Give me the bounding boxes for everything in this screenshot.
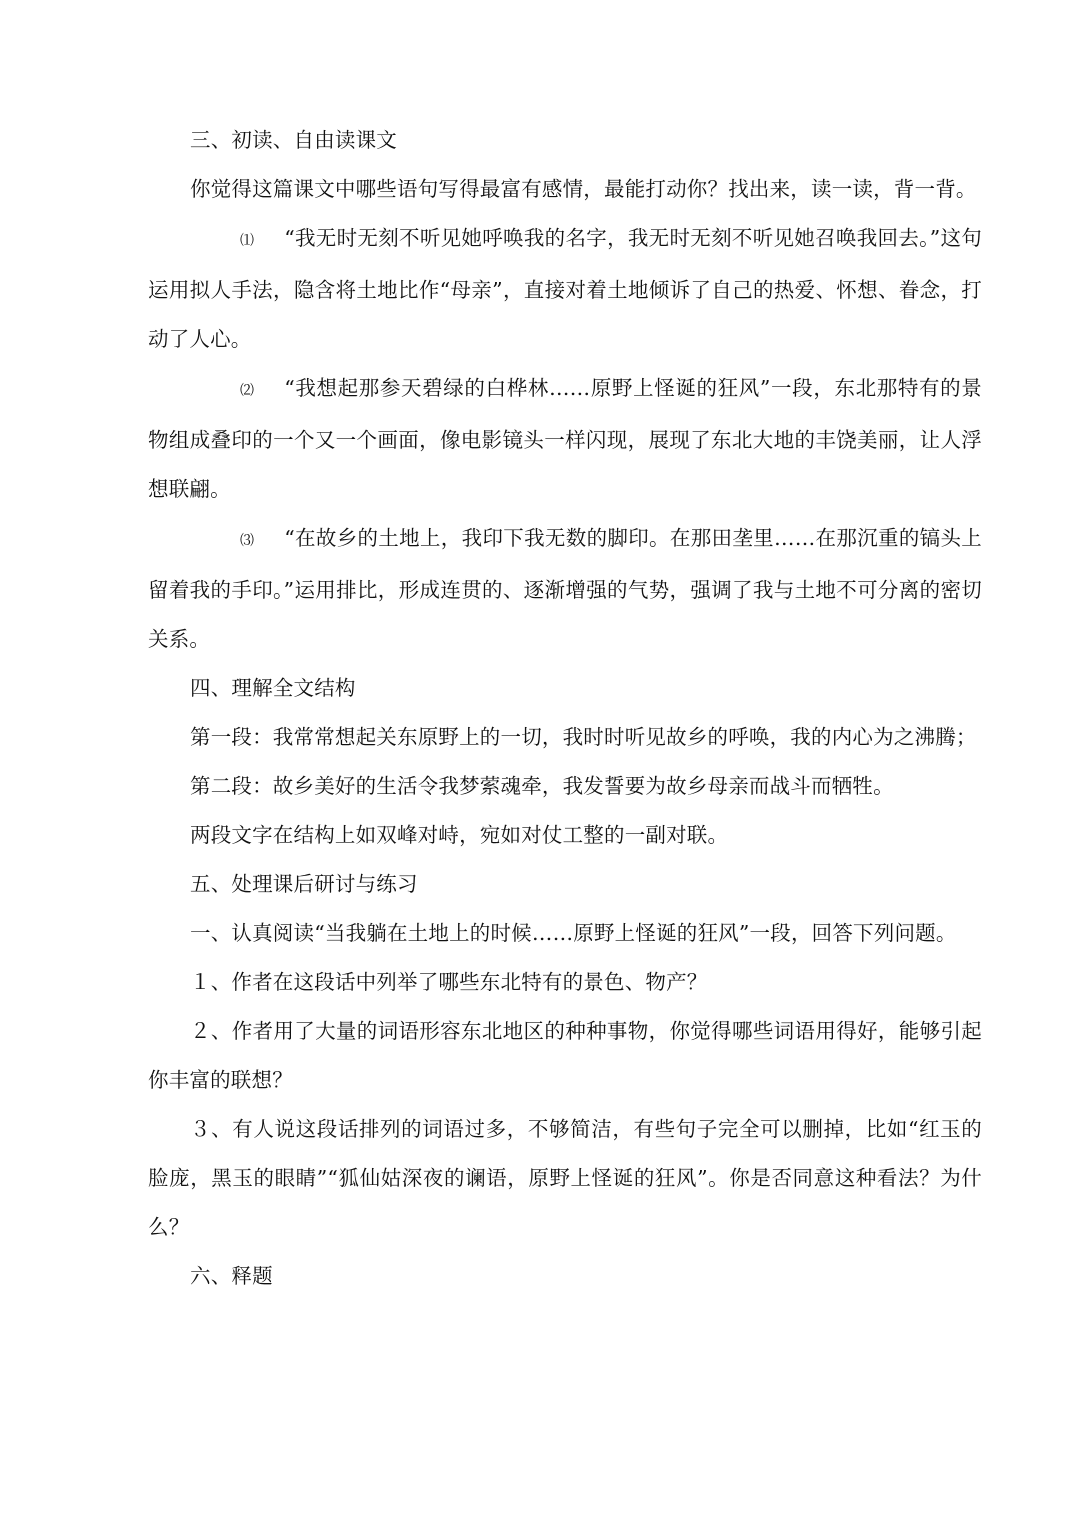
section-3-item-3 [148,514,982,664]
section-3-intro: 你觉得这篇课文中哪些语句写得最富有感情，最能打动你？找出来，读一读，背一背。 [190,177,977,201]
section-5-question-1: 一、认真阅读“当我躺在土地上的时候……原野上怪诞的狂风”一段，回答下列问题。 [190,921,957,945]
item-3-text: “在故乡的土地上，我印下我无数的脚印。在那田垄里……在那沉重的镐头上留着我的手印。”运用排比，形成连贯的、逐渐增强的气势，强调了我与土地不可分离的密切关系。 [148,526,982,651]
item-1-text: “我无时无刻不听见她呼唤我的名字，我无时无刻不听见她召唤我回去。”这句运用拟人手法，隐含将土地比作“母亲”，直接对着土地倾诉了自己的热爱、怀想、眷念，打动了人心。 [148,226,982,351]
item-number-1: ⑴ [240,233,255,249]
section-3-item-2 [148,364,982,514]
section-4-paragraph-3: 两段文字在结构上如双峰对峙，宛如对仗工整的一副对联。 [190,823,729,847]
section-4-heading: 四、理解全文结构 [190,676,356,700]
section-4-paragraph-2: 第二段：故乡美好的生活令我梦萦魂牵，我发誓要为故乡母亲而战斗而牺牲。 [190,774,894,798]
section-4-paragraph-1: 第一段：我常常想起关东原野上的一切，我时时听见故乡的呼唤，我的内心为之沸腾； [190,725,977,749]
section-3-item-1 [148,214,982,364]
section-5-subquestion-2: ２、作者用了大量的词语形容东北地区的种种事物，你觉得哪些词语用得好，能够引起你丰富的联想？ [148,1019,982,1092]
item-number-3: ⑶ [240,533,255,549]
section-3-heading: 三、初读、自由读课文 [190,128,397,152]
section-5-subquestion-1: １、作者在这段话中列举了哪些东北特有的景色、物产？ [190,970,708,994]
section-5-heading: 五、处理课后研讨与练习 [190,872,418,896]
section-6-heading: 六、释题 [190,1264,273,1288]
item-2-text: “我想起那参天碧绿的白桦林……原野上怪诞的狂风”一段，东北那特有的景物组成叠印的一个又一个画面，像电影镜头一样闪现，展现了东北大地的丰饶美丽，让人浮想联翩。 [148,376,982,501]
item-number-2: ⑵ [240,383,255,399]
document-body [148,116,982,1301]
section-5-subquestion-3: ３、有人说这段话排列的词语过多，不够简洁，有些句子完全可以删掉，比如“红玉的脸庞，黑玉的眼睛”“狐仙姑深夜的谰语，原野上怪诞的狂风”。你是否同意这种看法？为什么？ [148,1117,982,1239]
